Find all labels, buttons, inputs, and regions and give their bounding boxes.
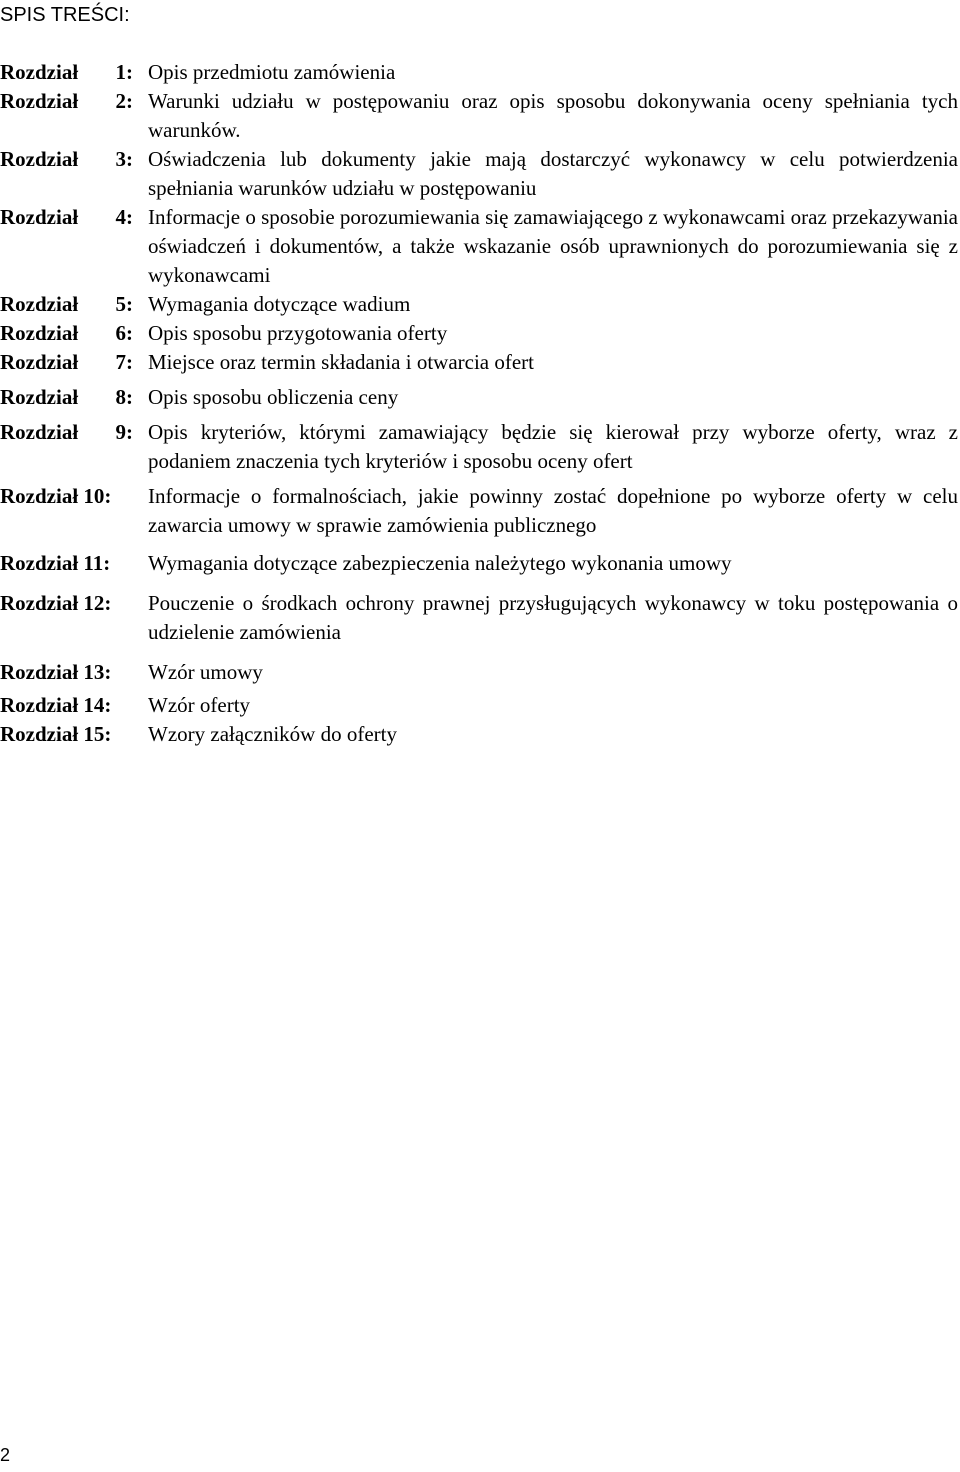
- chapter-word: Rozdział: [0, 60, 79, 84]
- chapter-number: 12:: [83, 591, 112, 615]
- toc-entry-title: Wzory załączników do oferty: [148, 722, 397, 746]
- chapter-word: Rozdział: [0, 292, 79, 316]
- chapter-number: 13:: [83, 660, 112, 684]
- toc-entry-label: [0, 691, 148, 720]
- chapter-word: Rozdział: [0, 420, 79, 444]
- toc-entry-14: [0, 691, 958, 720]
- toc-entry-title: Wymagania dotyczące zabezpieczenia należytego wykonania umowy: [148, 551, 732, 575]
- chapter-number: 15:: [83, 722, 112, 746]
- toc-entry-label: [0, 720, 148, 749]
- chapter-number: 8:: [115, 385, 133, 409]
- toc-entry-label: [0, 145, 148, 174]
- chapter-number: 6:: [115, 321, 133, 345]
- page-title: SPIS TREŚCI:: [0, 4, 130, 26]
- chapter-number: 10:: [83, 484, 112, 508]
- chapter-number: 14:: [83, 693, 112, 717]
- chapter-number: 9:: [115, 420, 133, 444]
- toc-entry-label: [0, 203, 148, 232]
- toc-entry-title: Informacje o formalnościach, jakie powinny zostać dopełnione po wyborze oferty w celu zawarcia umowy w sprawie zamówienia publicznego: [148, 484, 958, 537]
- chapter-word: Rozdział: [0, 205, 79, 229]
- toc-entry-label: [0, 589, 148, 618]
- toc-entry-label: [0, 319, 148, 348]
- chapter-word: Rozdział: [0, 385, 79, 409]
- chapter-word: Rozdział: [0, 660, 79, 684]
- toc-entry-label: [0, 482, 148, 511]
- toc-entry-11: [0, 549, 958, 578]
- toc-entry-title: Informacje o sposobie porozumiewania się zamawiającego z wykonawcami oraz przekazywania oświadczeń i dokumentów, a także wskazanie osób uprawnionych do porozumiewania się z wykonawcami: [148, 205, 958, 287]
- chapter-word: Rozdział: [0, 147, 79, 171]
- toc-entry-7: [0, 348, 958, 377]
- chapter-number: 2:: [115, 89, 133, 113]
- chapter-number: 5:: [115, 292, 133, 316]
- toc-entry-title: Opis przedmiotu zamówienia: [148, 60, 396, 84]
- toc-entry-title: Wymagania dotyczące wadium: [148, 292, 411, 316]
- toc-entry-title: Wzór umowy: [148, 660, 263, 684]
- toc-entry-label: [0, 383, 148, 412]
- toc-entry-title: Opis sposobu obliczenia ceny: [148, 385, 399, 409]
- toc-entry-8: [0, 383, 958, 412]
- toc-entry-12: [0, 589, 958, 647]
- toc-entry-label: [0, 348, 148, 377]
- toc-entry-title: Warunki udziału w postępowaniu oraz opis sposobu dokonywania oceny spełniania tych warunków.: [148, 89, 958, 142]
- table-of-contents: [0, 58, 958, 749]
- toc-entry-label: [0, 290, 148, 319]
- toc-entry-4: [0, 203, 958, 290]
- chapter-word: Rozdział: [0, 722, 79, 746]
- chapter-word: Rozdział: [0, 350, 79, 374]
- toc-entry-label: [0, 658, 148, 687]
- toc-entry-13: [0, 658, 958, 687]
- chapter-number: 4:: [115, 205, 133, 229]
- toc-entry-title: Miejsce oraz termin składania i otwarcia ofert: [148, 350, 534, 374]
- toc-entry-1: [0, 58, 958, 87]
- chapter-word: Rozdział: [0, 484, 79, 508]
- toc-entry-title: Opis kryteriów, którymi zamawiający będzie się kierował przy wyborze oferty, wraz z podaniem znaczenia tych kryteriów i sposobu oceny ofert: [148, 420, 958, 473]
- toc-entry-title: Oświadczenia lub dokumenty jakie mają dostarczyć wykonawcy w celu potwierdzenia spełniania warunków udziału w postępowaniu: [148, 147, 958, 200]
- toc-entry-title: Opis sposobu przygotowania oferty: [148, 321, 448, 345]
- chapter-number: 11:: [83, 551, 111, 575]
- toc-entry-5: [0, 290, 958, 319]
- toc-entry-label: [0, 418, 148, 447]
- toc-entry-title: Pouczenie o środkach ochrony prawnej przysługujących wykonawcy w toku postępowania o udzielenie zamówienia: [148, 591, 958, 644]
- chapter-word: Rozdział: [0, 551, 79, 575]
- chapter-number: 3:: [115, 147, 133, 171]
- toc-entry-title: Wzór oferty: [148, 693, 251, 717]
- toc-entry-6: [0, 319, 958, 348]
- chapter-word: Rozdział: [0, 591, 79, 615]
- chapter-number: 1:: [115, 60, 133, 84]
- toc-entry-9: [0, 418, 958, 476]
- toc-entry-3: [0, 145, 958, 203]
- chapter-word: Rozdział: [0, 321, 79, 345]
- toc-entry-label: [0, 87, 148, 116]
- chapter-word: Rozdział: [0, 693, 79, 717]
- toc-entry-label: [0, 58, 148, 87]
- toc-entry-label: [0, 549, 148, 578]
- chapter-number: 7:: [115, 350, 133, 374]
- page-number: 2: [0, 1445, 11, 1465]
- toc-entry-15: [0, 720, 958, 749]
- toc-entry-2: [0, 87, 958, 145]
- toc-entry-10: [0, 482, 958, 540]
- chapter-word: Rozdział: [0, 89, 79, 113]
